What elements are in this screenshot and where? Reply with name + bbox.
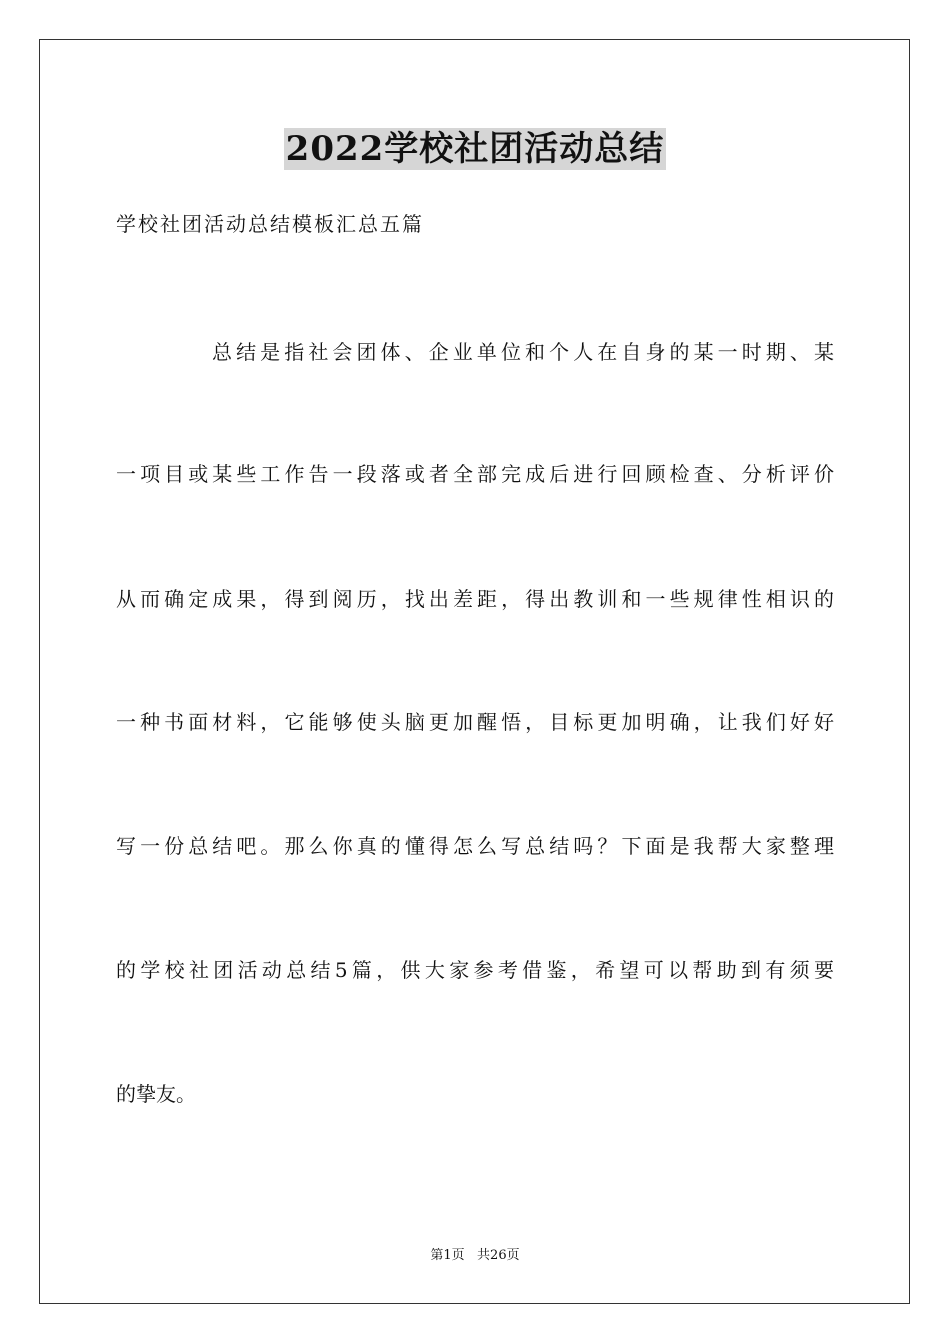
paragraph-line-4: 一种书面材料，它能够使头脑更加醒悟，目标更加明确，让我们好好 bbox=[116, 710, 834, 734]
paragraph-line-2: 一项目或某些工作告一段落或者全部完成后进行回顾检查、分析评价 bbox=[116, 462, 834, 486]
document-subtitle: 学校社团活动总结模板汇总五篇 bbox=[116, 212, 424, 236]
document-title: 2022学校社团活动总结 bbox=[285, 129, 665, 169]
paragraph-line-3: 从而确定成果，得到阅历，找出差距，得出教训和一些规律性相识的 bbox=[116, 587, 834, 611]
title-container bbox=[0, 128, 950, 170]
paragraph-line-6: 的学校社团活动总结5篇，供大家参考借鉴，希望可以帮助到有须要 bbox=[116, 958, 834, 982]
paragraph-line-5: 写一份总结吧。那么你真的懂得怎么写总结吗？下面是我帮大家整理 bbox=[116, 834, 834, 858]
page-number-footer: 第1页 共26页 bbox=[430, 1248, 520, 1263]
paragraph-line-7: 的挚友。 bbox=[116, 1082, 196, 1106]
paragraph-line-1: 总结是指社会团体、企业单位和个人在自身的某一时期、某 bbox=[212, 340, 834, 364]
